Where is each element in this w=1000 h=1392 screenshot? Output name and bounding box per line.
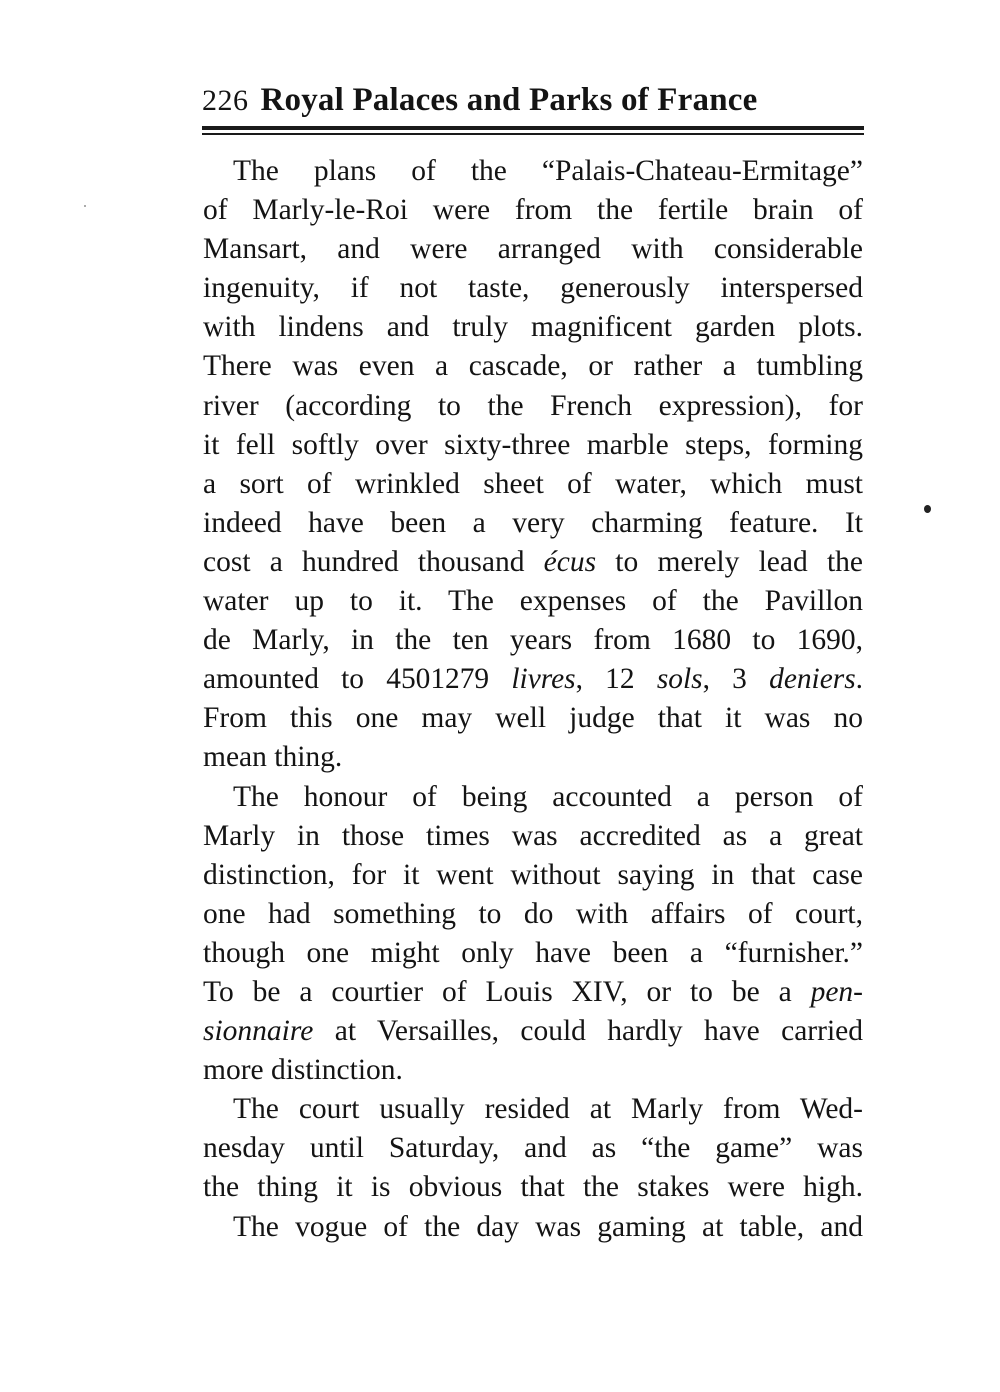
- text-line: more distinction.: [203, 1054, 403, 1087]
- text-line: one had something to do with affairs of court,: [203, 897, 863, 930]
- text-line: ingenuity, if not taste, generously interspersed: [203, 272, 863, 305]
- text-line: distinction, for it went without saying in that case: [203, 858, 863, 891]
- text-line: The honour of being accounted a person of: [233, 780, 863, 813]
- italic-term: sionnaire: [203, 1015, 314, 1048]
- text-line: though one might only have been a “furnisher.”: [203, 936, 863, 969]
- text-line: it fell softly over sixty-three marble steps, forming: [203, 428, 863, 461]
- italic-term: sols: [656, 663, 703, 696]
- italic-term: pen-: [810, 975, 863, 1008]
- text-line: sionnaire at Versailles, could hardly have carried: [203, 1015, 863, 1048]
- header-rule-thick: [202, 126, 864, 130]
- header-rule-thin: [202, 133, 864, 135]
- ink-speck: [84, 205, 86, 207]
- text-line: The vogue of the day was gaming at table, and: [233, 1210, 863, 1243]
- text-line: mean thing.: [203, 741, 343, 774]
- text-line: Marly in those times was accredited as a great: [203, 819, 863, 852]
- text-line: Mansart, and were arranged with considerable: [203, 233, 863, 266]
- italic-term: livres: [511, 663, 576, 696]
- italic-term: écus: [543, 545, 597, 578]
- text-line: a sort of wrinkled sheet of water, which must: [203, 467, 863, 500]
- text-line: the thing it is obvious that the stakes were high.: [203, 1171, 863, 1204]
- book-title: Royal Palaces and Parks of France: [260, 82, 758, 118]
- italic-term: deniers: [769, 663, 856, 696]
- text-line: indeed have been a very charming feature. It: [203, 506, 863, 539]
- body-text: [203, 152, 863, 1247]
- text-line: river (according to the French expression), for: [203, 389, 863, 422]
- text-line: The court usually resided at Marly from Wed-: [233, 1093, 863, 1126]
- text-line: of Marly-le-Roi were from the fertile brain of: [203, 194, 863, 227]
- text-line: nesday until Saturday, and as “the game” was: [203, 1132, 863, 1165]
- text-line: cost a hundred thousand écus to merely lead the: [203, 545, 863, 578]
- text-line: de Marly, in the ten years from 1680 to 1690,: [203, 624, 863, 657]
- text-line: To be a courtier of Louis XIV, or to be a pen-: [203, 975, 863, 1008]
- text-line: with lindens and truly magnificent garden plots.: [203, 311, 863, 344]
- text-line: water up to it. The expenses of the Pavillon: [203, 585, 863, 618]
- text-line: The plans of the “Palais-Chateau-Ermitage”: [233, 155, 863, 187]
- text-line: There was even a cascade, or rather a tumbling: [203, 350, 863, 383]
- running-head: [202, 82, 864, 122]
- text-line: From this one may well judge that it was no: [203, 702, 863, 735]
- page-number: 226: [202, 84, 249, 117]
- text-line: amounted to 4501279 livres, 12 sols, 3 deniers.: [203, 663, 864, 696]
- ink-speck: [924, 505, 931, 513]
